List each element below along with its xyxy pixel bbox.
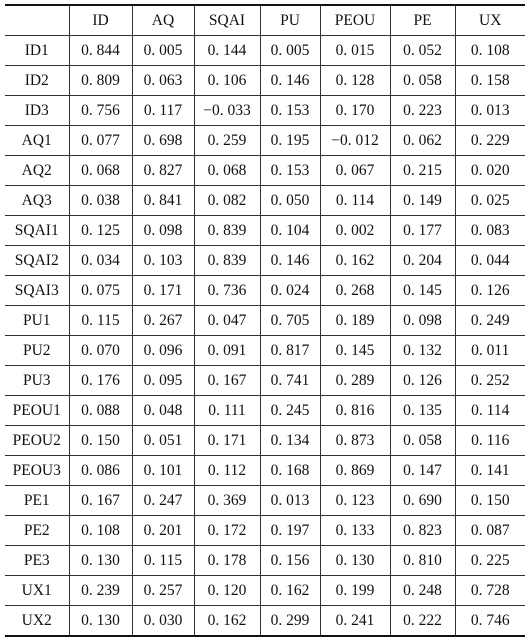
loading-value-cell: 0. 146 — [260, 66, 320, 96]
loading-value-cell: 0. 158 — [455, 66, 525, 96]
loading-value-cell: 0. 156 — [260, 546, 320, 576]
loading-value-cell: 0. 108 — [69, 516, 132, 546]
row-label-cell: PE2 — [5, 516, 69, 546]
loading-value-cell: 0. 126 — [390, 366, 455, 396]
loading-value-cell: 0. 141 — [455, 456, 525, 486]
column-header-sqai: SQAI — [194, 5, 260, 36]
loading-value-cell: 0. 068 — [194, 156, 260, 186]
loading-value-cell: 0. 171 — [194, 426, 260, 456]
loading-value-cell: 0. 844 — [69, 36, 132, 66]
loading-value-cell: 0. 111 — [194, 396, 260, 426]
loading-value-cell: 0. 108 — [455, 36, 525, 66]
loading-value-cell: 0. 145 — [390, 276, 455, 306]
loading-value-cell: 0. 705 — [260, 306, 320, 336]
loading-value-cell: 0. 172 — [194, 516, 260, 546]
loading-value-cell: 0. 002 — [320, 216, 390, 246]
loading-value-cell: 0. 134 — [260, 426, 320, 456]
table-row — [5, 606, 525, 637]
loading-value-cell: 0. 126 — [455, 276, 525, 306]
loading-value-cell: 0. 096 — [132, 336, 194, 366]
loading-value-cell: 0. 051 — [132, 426, 194, 456]
loading-value-cell: 0. 125 — [69, 216, 132, 246]
factor-loading-table-container — [5, 4, 525, 637]
row-label-cell: PE1 — [5, 486, 69, 516]
loading-value-cell: 0. 215 — [390, 156, 455, 186]
loading-value-cell: 0. 091 — [194, 336, 260, 366]
loading-value-cell: 0. 087 — [455, 516, 525, 546]
loading-value-cell: 0. 369 — [194, 486, 260, 516]
row-label-cell: AQ2 — [5, 156, 69, 186]
loading-value-cell: 0. 115 — [69, 306, 132, 336]
loading-value-cell: 0. 067 — [320, 156, 390, 186]
table-row — [5, 66, 525, 96]
loading-value-cell: 0. 225 — [455, 546, 525, 576]
loading-value-cell: 0. 123 — [320, 486, 390, 516]
loading-value-cell: 0. 146 — [260, 246, 320, 276]
column-header-ux: UX — [455, 5, 525, 36]
loading-value-cell: 0. 112 — [194, 456, 260, 486]
table-row — [5, 96, 525, 126]
loading-value-cell: 0. 197 — [260, 516, 320, 546]
loading-value-cell: 0. 816 — [320, 396, 390, 426]
row-label-cell: PU1 — [5, 306, 69, 336]
column-header-peou: PEOU — [320, 5, 390, 36]
loading-value-cell: 0. 103 — [132, 246, 194, 276]
loading-value-cell: 0. 013 — [455, 96, 525, 126]
loading-value-cell: 0. 167 — [69, 486, 132, 516]
loading-value-cell: 0. 167 — [194, 366, 260, 396]
loading-value-cell: 0. 239 — [69, 576, 132, 606]
loading-value-cell: 0. 083 — [455, 216, 525, 246]
row-label-cell: PEOU3 — [5, 456, 69, 486]
loading-value-cell: 0. 229 — [455, 126, 525, 156]
loading-value-cell: 0. 101 — [132, 456, 194, 486]
loading-value-cell: 0. 268 — [320, 276, 390, 306]
loading-value-cell: 0. 252 — [455, 366, 525, 396]
table-row — [5, 126, 525, 156]
row-label-cell: UX1 — [5, 576, 69, 606]
loading-value-cell: 0. 062 — [390, 126, 455, 156]
loading-value-cell: 0. 068 — [69, 156, 132, 186]
loading-value-cell: 0. 741 — [260, 366, 320, 396]
table-row — [5, 516, 525, 546]
row-label-cell: PE3 — [5, 546, 69, 576]
loading-value-cell: 0. 095 — [132, 366, 194, 396]
loading-value-cell: 0. 299 — [260, 606, 320, 637]
table-row — [5, 546, 525, 576]
loading-value-cell: 0. 171 — [132, 276, 194, 306]
loading-value-cell: 0. 133 — [320, 516, 390, 546]
header-corner-cell — [5, 5, 69, 36]
loading-value-cell: 0. 257 — [132, 576, 194, 606]
loading-value-cell: 0. 241 — [320, 606, 390, 637]
row-label-cell: ID3 — [5, 96, 69, 126]
loading-value-cell: 0. 817 — [260, 336, 320, 366]
loading-value-cell: 0. 047 — [194, 306, 260, 336]
loading-value-cell: 0. 199 — [320, 576, 390, 606]
loading-value-cell: 0. 267 — [132, 306, 194, 336]
table-row — [5, 246, 525, 276]
column-header-pe: PE — [390, 5, 455, 36]
loading-value-cell: 0. 130 — [69, 606, 132, 637]
loading-value-cell: −0. 033 — [194, 96, 260, 126]
table-row — [5, 186, 525, 216]
loading-value-cell: 0. 011 — [455, 336, 525, 366]
row-label-cell: SQAI3 — [5, 276, 69, 306]
loading-value-cell: 0. 130 — [320, 546, 390, 576]
table-row — [5, 366, 525, 396]
loading-value-cell: 0. 013 — [260, 486, 320, 516]
table-row — [5, 456, 525, 486]
column-header-pu: PU — [260, 5, 320, 36]
loading-value-cell: 0. 195 — [260, 126, 320, 156]
loading-value-cell: 0. 259 — [194, 126, 260, 156]
loading-value-cell: 0. 201 — [132, 516, 194, 546]
loading-value-cell: 0. 106 — [194, 66, 260, 96]
loading-value-cell: 0. 005 — [132, 36, 194, 66]
loading-value-cell: 0. 176 — [69, 366, 132, 396]
table-row — [5, 216, 525, 246]
loading-value-cell: 0. 088 — [69, 396, 132, 426]
loading-value-cell: 0. 075 — [69, 276, 132, 306]
loading-value-cell: 0. 177 — [390, 216, 455, 246]
loading-value-cell: 0. 162 — [320, 246, 390, 276]
row-label-cell: PU2 — [5, 336, 69, 366]
loading-value-cell: 0. 005 — [260, 36, 320, 66]
table-row — [5, 156, 525, 186]
table-row — [5, 336, 525, 366]
loading-value-cell: 0. 823 — [390, 516, 455, 546]
loading-value-cell: 0. 015 — [320, 36, 390, 66]
table-row — [5, 486, 525, 516]
loading-value-cell: 0. 827 — [132, 156, 194, 186]
loading-value-cell: 0. 147 — [390, 456, 455, 486]
loading-value-cell: 0. 698 — [132, 126, 194, 156]
loading-value-cell: 0. 117 — [132, 96, 194, 126]
loading-value-cell: 0. 168 — [260, 456, 320, 486]
loading-value-cell: 0. 082 — [194, 186, 260, 216]
loading-value-cell: 0. 189 — [320, 306, 390, 336]
loading-value-cell: 0. 070 — [69, 336, 132, 366]
loading-value-cell: 0. 034 — [69, 246, 132, 276]
loading-value-cell: 0. 024 — [260, 276, 320, 306]
table-body — [5, 36, 525, 637]
loading-value-cell: 0. 839 — [194, 246, 260, 276]
loading-value-cell: 0. 025 — [455, 186, 525, 216]
loading-value-cell: 0. 839 — [194, 216, 260, 246]
loading-value-cell: 0. 098 — [132, 216, 194, 246]
loading-value-cell: 0. 162 — [260, 576, 320, 606]
loading-value-cell: 0. 873 — [320, 426, 390, 456]
factor-loading-table — [5, 4, 525, 637]
loading-value-cell: 0. 245 — [260, 396, 320, 426]
loading-value-cell: 0. 063 — [132, 66, 194, 96]
loading-value-cell: 0. 145 — [320, 336, 390, 366]
column-header-id: ID — [69, 5, 132, 36]
loading-value-cell: 0. 098 — [390, 306, 455, 336]
loading-value-cell: 0. 690 — [390, 486, 455, 516]
loading-value-cell: 0. 204 — [390, 246, 455, 276]
row-label-cell: PEOU1 — [5, 396, 69, 426]
row-label-cell: ID2 — [5, 66, 69, 96]
loading-value-cell: 0. 116 — [455, 426, 525, 456]
table-row — [5, 36, 525, 66]
loading-value-cell: 0. 153 — [260, 156, 320, 186]
loading-value-cell: 0. 150 — [455, 486, 525, 516]
loading-value-cell: 0. 058 — [390, 426, 455, 456]
loading-value-cell: 0. 120 — [194, 576, 260, 606]
row-label-cell: UX2 — [5, 606, 69, 637]
loading-value-cell: 0. 289 — [320, 366, 390, 396]
table-row — [5, 276, 525, 306]
loading-value-cell: 0. 809 — [69, 66, 132, 96]
loading-value-cell: 0. 048 — [132, 396, 194, 426]
loading-value-cell: 0. 223 — [390, 96, 455, 126]
table-row — [5, 396, 525, 426]
loading-value-cell: 0. 869 — [320, 456, 390, 486]
loading-value-cell: 0. 149 — [390, 186, 455, 216]
loading-value-cell: 0. 115 — [132, 546, 194, 576]
loading-value-cell: 0. 052 — [390, 36, 455, 66]
loading-value-cell: 0. 114 — [320, 186, 390, 216]
loading-value-cell: 0. 746 — [455, 606, 525, 637]
table-row — [5, 576, 525, 606]
loading-value-cell: 0. 030 — [132, 606, 194, 637]
loading-value-cell: 0. 038 — [69, 186, 132, 216]
loading-value-cell: 0. 178 — [194, 546, 260, 576]
loading-value-cell: 0. 153 — [260, 96, 320, 126]
row-label-cell: ID1 — [5, 36, 69, 66]
loading-value-cell: 0. 135 — [390, 396, 455, 426]
row-label-cell: AQ1 — [5, 126, 69, 156]
loading-value-cell: 0. 020 — [455, 156, 525, 186]
loading-value-cell: 0. 132 — [390, 336, 455, 366]
table-row — [5, 426, 525, 456]
row-label-cell: SQAI2 — [5, 246, 69, 276]
loading-value-cell: 0. 086 — [69, 456, 132, 486]
loading-value-cell: 0. 162 — [194, 606, 260, 637]
loading-value-cell: 0. 058 — [390, 66, 455, 96]
loading-value-cell: 0. 150 — [69, 426, 132, 456]
row-label-cell: PEOU2 — [5, 426, 69, 456]
loading-value-cell: 0. 128 — [320, 66, 390, 96]
loading-value-cell: 0. 736 — [194, 276, 260, 306]
loading-value-cell: 0. 104 — [260, 216, 320, 246]
row-label-cell: PU3 — [5, 366, 69, 396]
column-header-aq: AQ — [132, 5, 194, 36]
loading-value-cell: −0. 012 — [320, 126, 390, 156]
loading-value-cell: 0. 756 — [69, 96, 132, 126]
row-label-cell: SQAI1 — [5, 216, 69, 246]
loading-value-cell: 0. 044 — [455, 246, 525, 276]
header-row — [5, 5, 525, 36]
loading-value-cell: 0. 050 — [260, 186, 320, 216]
loading-value-cell: 0. 222 — [390, 606, 455, 637]
table-header — [5, 5, 525, 36]
loading-value-cell: 0. 077 — [69, 126, 132, 156]
loading-value-cell: 0. 248 — [390, 576, 455, 606]
loading-value-cell: 0. 841 — [132, 186, 194, 216]
row-label-cell: AQ3 — [5, 186, 69, 216]
loading-value-cell: 0. 249 — [455, 306, 525, 336]
loading-value-cell: 0. 144 — [194, 36, 260, 66]
loading-value-cell: 0. 810 — [390, 546, 455, 576]
loading-value-cell: 0. 114 — [455, 396, 525, 426]
loading-value-cell: 0. 728 — [455, 576, 525, 606]
table-row — [5, 306, 525, 336]
loading-value-cell: 0. 130 — [69, 546, 132, 576]
loading-value-cell: 0. 247 — [132, 486, 194, 516]
loading-value-cell: 0. 170 — [320, 96, 390, 126]
